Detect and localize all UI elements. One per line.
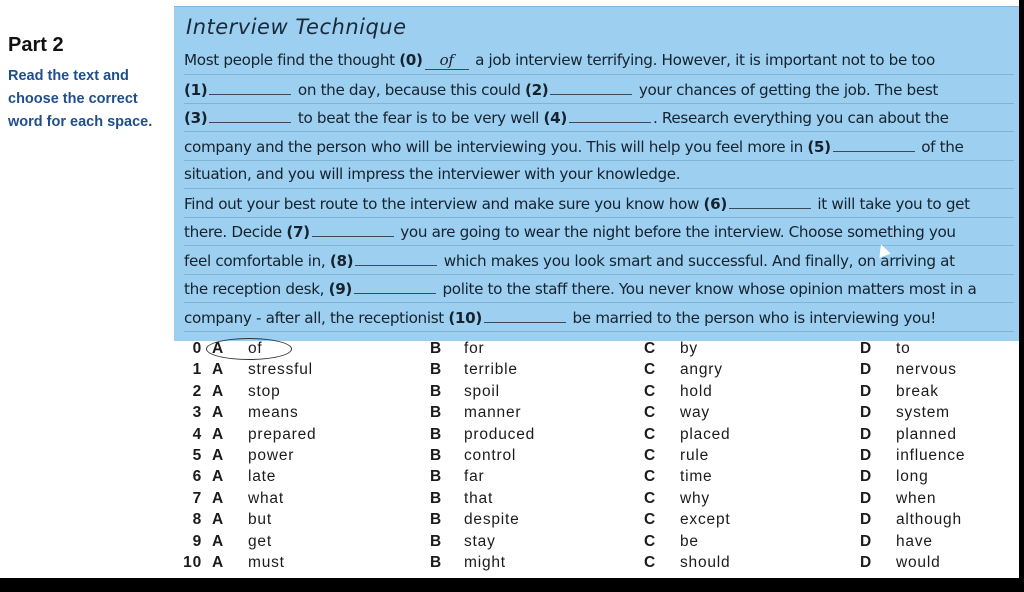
passage-text: the reception desk, <box>184 280 329 298</box>
option-word: of <box>248 340 263 357</box>
instruction-line: Read the text and <box>8 68 129 84</box>
option-word: far <box>464 468 485 486</box>
option-word: control <box>464 447 517 464</box>
text-panel <box>174 6 1019 341</box>
passage-line <box>184 190 1014 218</box>
option-word: stop <box>248 382 281 400</box>
option-row <box>174 554 1019 575</box>
passage-text: company - after all, the receptionist <box>184 308 449 327</box>
option-word: hold <box>680 382 713 400</box>
option-word: planned <box>896 425 957 443</box>
gap-number: (3) <box>184 109 208 127</box>
option-letter: D <box>860 532 872 550</box>
option-letter: A <box>212 532 224 550</box>
passage-text: polite to the staff there. You never know whose opinion matters most in a <box>438 280 977 298</box>
passage-text: to beat the fear is to be very well <box>293 109 544 127</box>
option-letter: A <box>212 425 224 443</box>
option-letter: A <box>212 361 224 379</box>
option-letter: A <box>212 382 224 400</box>
option-letter: B <box>430 404 442 422</box>
option-word: that <box>464 489 494 507</box>
option-letter: A <box>212 404 224 422</box>
option-letter: B <box>430 382 442 400</box>
option-word: be <box>680 532 699 550</box>
option-word: nervous <box>896 361 957 379</box>
question-number: 0 <box>192 340 202 357</box>
instruction-line: choose the correct <box>8 91 138 107</box>
option-letter: D <box>860 511 872 529</box>
answer-blank <box>729 192 811 209</box>
option-letter: C <box>644 340 656 357</box>
option-letter: A <box>212 468 224 486</box>
option-letter: D <box>860 468 872 486</box>
question-number: 9 <box>192 532 202 550</box>
option-row <box>174 447 1019 468</box>
option-letter: B <box>430 511 442 529</box>
option-row <box>174 404 1019 425</box>
answer-blank <box>312 220 394 237</box>
option-row <box>174 511 1019 532</box>
option-word: long <box>896 468 929 486</box>
option-letter: A <box>212 554 224 571</box>
option-letter: A <box>212 511 224 529</box>
option-word: terrible <box>464 361 518 379</box>
option-word: despite <box>464 511 520 529</box>
example-answer: of <box>425 53 469 70</box>
option-word: when <box>896 489 937 507</box>
option-word: system <box>896 404 950 422</box>
passage-text: be married to the person who is interviewing you! <box>567 308 936 327</box>
gap-number: (9) <box>328 280 353 298</box>
option-word: must <box>248 554 285 571</box>
passage-text: company and the person who will be interviewing you. This will help you feel more in <box>184 137 808 156</box>
option-word: stay <box>464 532 496 550</box>
passage-text: situation, and you will impress the interviewer with your knowledge. <box>184 165 681 183</box>
answer-blank <box>833 135 915 152</box>
question-number: 2 <box>192 382 202 400</box>
passage-text: which makes you look smart and successful. And finally, on arriving at <box>439 251 955 270</box>
gap-number: (6) <box>703 194 727 213</box>
option-letter: B <box>430 532 442 550</box>
passage-line <box>184 275 1014 303</box>
question-number: 8 <box>192 511 202 529</box>
passage-text: a job interview terrifying. However, it is important not to be too <box>470 51 935 69</box>
option-word: manner <box>464 404 522 422</box>
gap-number: (0) <box>399 51 423 69</box>
option-word: means <box>248 404 299 422</box>
option-letter: C <box>644 404 656 422</box>
answer-blank <box>484 306 566 323</box>
option-word: time <box>680 468 713 486</box>
answer-blank <box>209 106 291 123</box>
option-letter: B <box>430 468 442 486</box>
gap-number: (2) <box>524 80 549 99</box>
gap-number: (1) <box>184 80 208 99</box>
option-letter: D <box>860 447 872 464</box>
option-word: for <box>464 340 485 357</box>
option-word: except <box>680 511 731 529</box>
passage-text: Find out your best route to the interview and make sure you know how <box>184 194 704 213</box>
option-word: prepared <box>248 425 317 443</box>
option-letter: C <box>644 554 656 571</box>
passage-text: . Research everything you can about the <box>652 109 949 127</box>
gap-number: (7) <box>286 223 310 241</box>
option-word: produced <box>464 425 536 443</box>
option-word: influence <box>896 447 966 464</box>
answer-circle <box>206 338 292 360</box>
option-word: should <box>680 554 731 571</box>
option-word: rule <box>680 447 710 464</box>
gap-number: (10) <box>448 308 482 327</box>
option-letter: C <box>644 489 656 507</box>
question-number: 3 <box>192 404 202 422</box>
option-word: why <box>680 489 710 507</box>
option-letter: D <box>860 489 872 507</box>
option-row <box>174 426 1019 447</box>
answer-blank <box>569 106 651 123</box>
option-word: to <box>896 340 911 357</box>
passage-line <box>184 304 1014 332</box>
option-word: would <box>896 554 941 571</box>
option-word: but <box>248 511 272 529</box>
option-word: placed <box>680 425 731 443</box>
option-word: get <box>248 532 272 550</box>
option-letter: B <box>430 554 442 571</box>
passage-text: Most people find the thought <box>184 51 400 69</box>
option-word: by <box>680 340 698 357</box>
passage-text: you are going to wear the night before the interview. Choose something you <box>395 223 956 241</box>
option-word: power <box>248 447 295 464</box>
option-letter: A <box>212 447 224 464</box>
option-letter: D <box>860 340 872 357</box>
option-letter: D <box>860 425 872 443</box>
passage-text: your chances of getting the job. The best <box>634 80 938 99</box>
option-letter: D <box>860 382 872 400</box>
option-letter: A <box>212 340 224 357</box>
option-letter: D <box>860 404 872 422</box>
panel-title: Interview Technique <box>186 15 407 39</box>
passage-text: it will take you to get <box>812 194 970 213</box>
part-title: Part 2 <box>8 34 64 56</box>
question-number: 5 <box>192 447 202 464</box>
option-row <box>174 383 1019 404</box>
option-word: have <box>896 532 933 550</box>
option-letter: B <box>430 361 442 379</box>
option-letter: B <box>430 340 442 357</box>
option-letter: C <box>644 447 656 464</box>
gap-number: (5) <box>807 137 831 156</box>
passage-text: of the <box>916 137 964 156</box>
option-word: might <box>464 554 506 571</box>
option-row <box>174 490 1019 511</box>
option-word: stressful <box>248 361 313 379</box>
option-letter: C <box>644 511 656 529</box>
option-letter: A <box>212 489 224 507</box>
answer-blank <box>550 78 632 95</box>
option-row <box>174 361 1019 382</box>
option-row <box>174 340 1019 361</box>
option-letter: B <box>430 489 442 507</box>
passage-line <box>184 47 1014 75</box>
answer-blank <box>209 78 291 95</box>
option-word: late <box>248 468 277 486</box>
passage-line <box>184 104 1014 132</box>
passage-line <box>184 161 1014 189</box>
question-number: 4 <box>192 425 202 443</box>
option-letter: C <box>644 468 656 486</box>
passage-line <box>184 133 1014 161</box>
option-word: way <box>680 404 710 422</box>
option-letter: C <box>644 532 656 550</box>
option-letter: B <box>430 447 442 464</box>
answer-options-table <box>174 340 1019 578</box>
passage-text: feel comfortable in, <box>184 251 330 270</box>
question-number: 10 <box>183 554 202 571</box>
question-number: 1 <box>192 361 202 379</box>
option-word: spoil <box>464 382 500 400</box>
answer-blank <box>354 277 436 294</box>
option-word: angry <box>680 361 723 379</box>
option-letter: C <box>644 361 656 379</box>
option-row <box>174 533 1019 554</box>
option-word: break <box>896 382 939 400</box>
option-letter: B <box>430 425 442 443</box>
answer-blank <box>355 249 437 266</box>
option-letter: D <box>860 361 872 379</box>
option-word: although <box>896 511 962 529</box>
option-word: what <box>248 489 284 507</box>
question-number: 6 <box>192 468 202 486</box>
passage-text: there. Decide <box>184 223 287 241</box>
passage-line <box>184 76 1014 104</box>
option-letter: D <box>860 554 872 571</box>
question-number: 7 <box>192 489 202 507</box>
passage-line <box>184 218 1014 246</box>
gap-number: (8) <box>329 251 354 270</box>
passage-text: on the day, because this could <box>293 80 525 99</box>
option-letter: C <box>644 425 656 443</box>
option-letter: C <box>644 382 656 400</box>
gap-number: (4) <box>543 109 567 127</box>
option-row <box>174 468 1019 489</box>
instructions-column <box>8 34 178 134</box>
instruction-line: word for each space. <box>8 114 153 130</box>
